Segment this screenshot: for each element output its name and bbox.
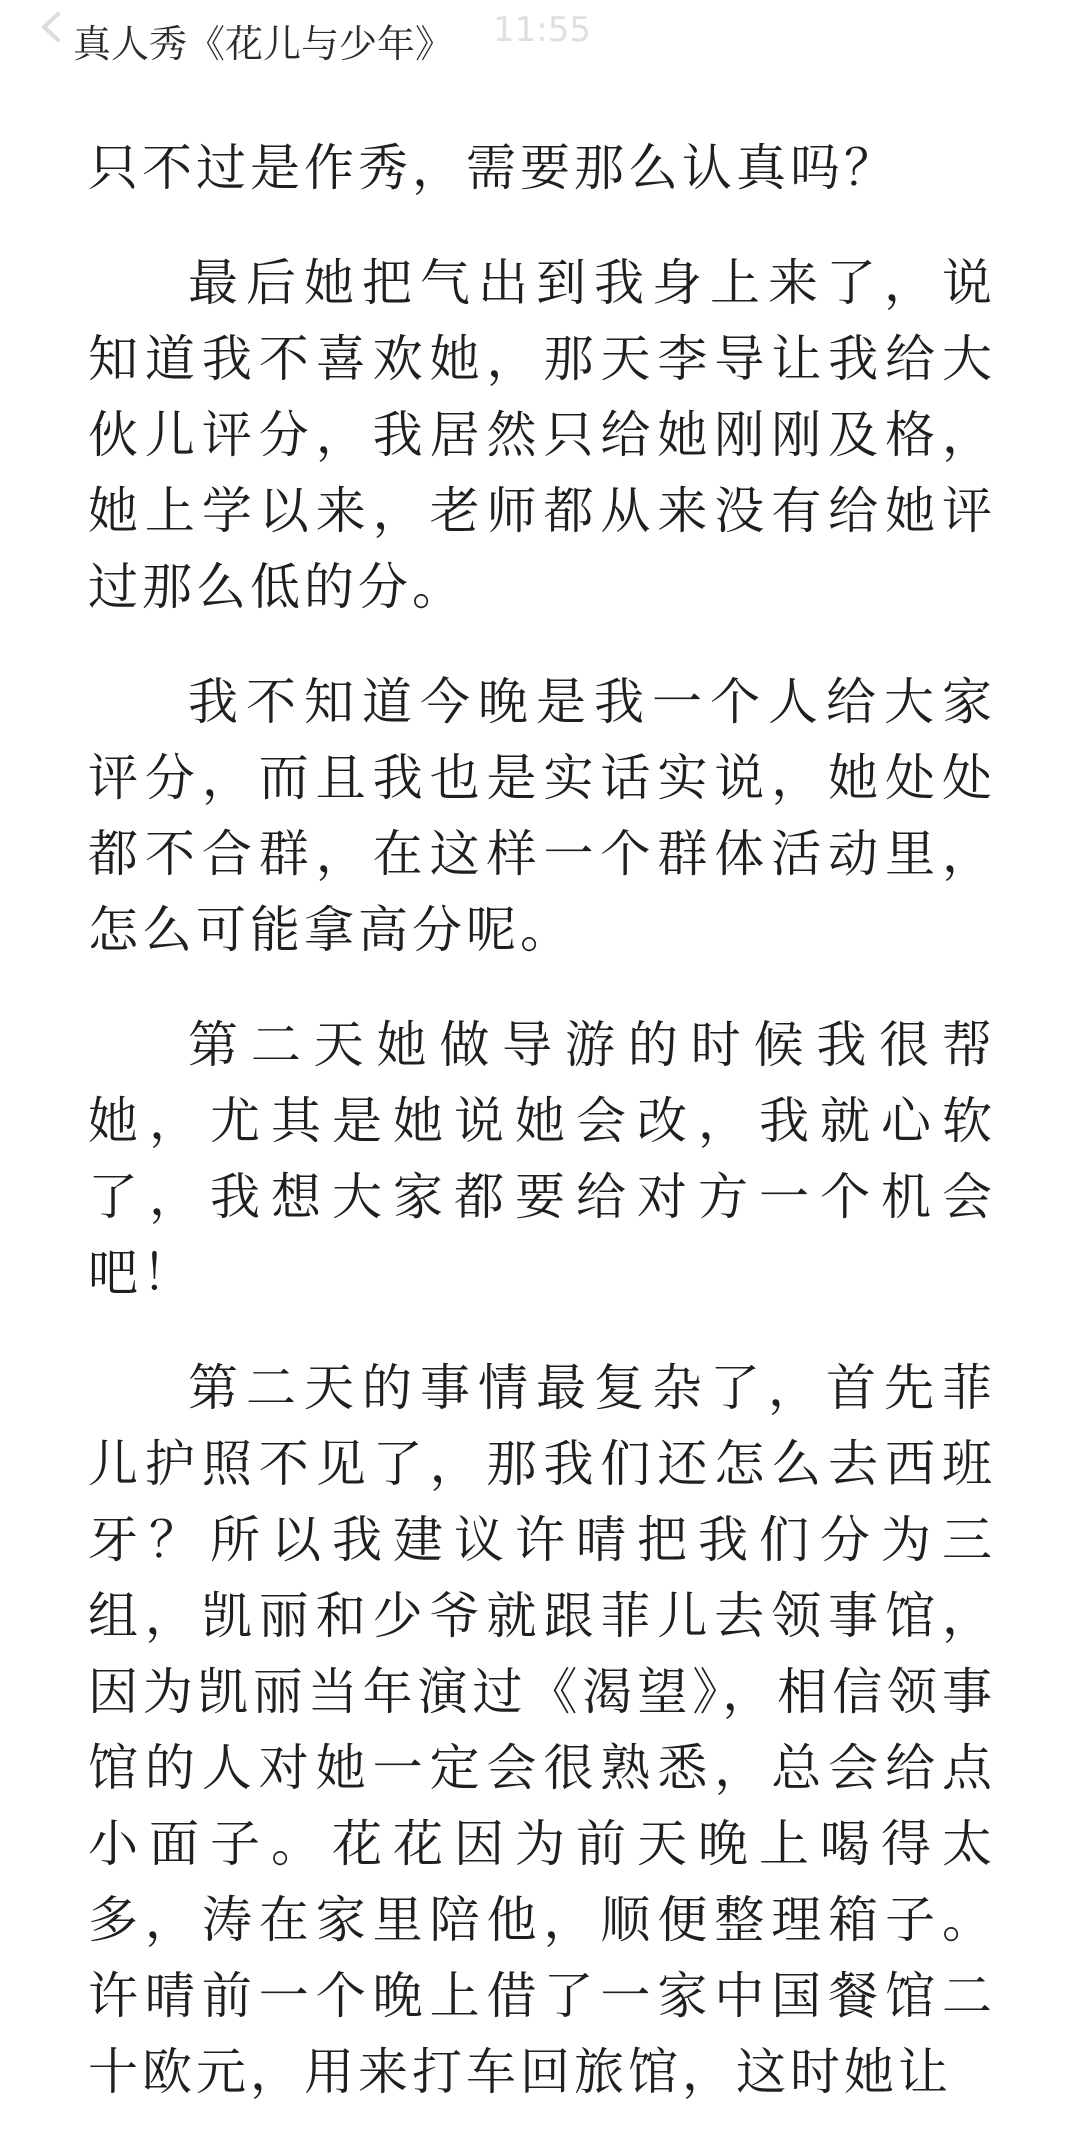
paragraph: 第二天她做导游的时候我很帮她，尤其是她说她会改，我就心软了，我想大家都要给对方一个机会吧！: [88, 1016, 996, 1302]
paragraph: 我不知道今晚是我一个人给大家评分，而且我也是实话实说，她处处都不合群，在这样一个群体活动里，怎么可能拿高分呢。: [88, 673, 996, 959]
page-title: 真人秀《花儿与少年》: [73, 22, 454, 66]
article-body: [88, 130, 996, 2149]
back-icon[interactable]: [34, 10, 68, 44]
paragraph: 只不过是作秀，需要那么认真吗？: [88, 139, 898, 197]
paragraph: 最后她把气出到我身上来了，说知道我不喜欢她，那天李导让我给大伙儿评分，我居然只给她刚刚及格，她上学以来，老师都从来没有给她评过那么低的分。: [88, 254, 996, 616]
status-time: 11:55: [493, 10, 591, 50]
top-bar: [0, 0, 1080, 95]
paragraph: 第二天的事情最复杂了，首先菲儿护照不见了，那我们还怎么去西班牙？所以我建议许晴把我们分为三组，凯丽和少爷就跟菲儿去领事馆，因为凯丽当年演过《渴望》，相信领事馆的人对她一定会很熟悉，总会给点小面子。花花因为前天晚上喝得太多，涛在家里陪他，顺便整理箱子。许晴前一个晚上借了一家中国餐馆二十欧元，用来打车回旅馆，这时她让: [88, 1359, 996, 2101]
